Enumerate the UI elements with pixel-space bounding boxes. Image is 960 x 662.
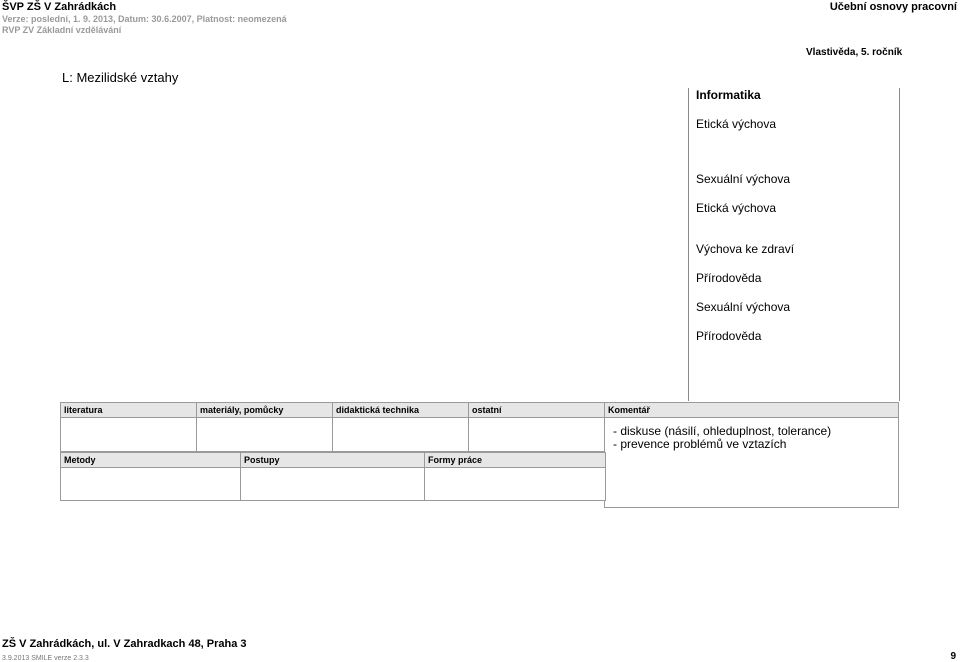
comment-line: - prevence problémů ve vztazích [613,437,787,451]
header-komentar: Komentář [604,402,899,418]
cell-formy-prace [424,467,606,501]
footer-date-version: 3.9.2013 SMILE verze 2.3.3 [2,655,89,662]
related-subject-item: Přírodověda [696,329,762,343]
related-subject-item: Etická výchova [696,201,777,215]
cell-postupy [240,467,425,501]
header-didakticka-technika: didaktická technika [332,402,470,418]
cell-didakticka-technika [332,417,470,452]
cell-metody [60,467,241,501]
header-literatura: literatura [60,402,198,418]
header-metody: Metody [60,452,241,468]
header-postupy: Postupy [240,452,425,468]
rvp-line: RVP ZV Základní vzdělávání [2,25,122,35]
version-line: Verze: poslední, 1. 9. 2013, Datum: 30.6.2007, Platnost: neomezená [2,14,287,24]
cell-literatura [60,417,198,452]
comment-line: - diskuse (násilí, ohleduplnost, tolerance) [613,424,832,438]
comment-text [613,425,831,451]
document-title: ŠVP ZŠ V Zahrádkách [2,1,117,13]
header-ostatni: ostatní [468,402,606,418]
related-subject-item: Výchova ke zdraví [696,242,795,256]
related-subject-item: Sexuální výchova [696,300,791,314]
related-subject-item: Etická výchova [696,117,777,131]
topic-title: L: Mezilidské vztahy [62,70,179,85]
header-formy-prace: Formy práce [424,452,606,468]
section-title: Učební osnovy pracovní [829,1,957,13]
cell-ostatni [468,417,606,452]
page-number: 9 [950,651,956,662]
related-subjects-panel [688,88,900,401]
related-subject-item: Sexuální výchova [696,172,791,186]
related-subject-item: Informatika [696,88,761,102]
footer-school: ZŠ V Zahrádkách, ul. V Zahradkach 48, Praha 3 [2,638,247,650]
header-materialy: materiály, pomůcky [196,402,334,418]
subject-grade: Vlastivěda, 5. ročník [806,47,903,58]
cell-materialy [196,417,334,452]
related-subject-item: Přírodověda [696,271,762,285]
